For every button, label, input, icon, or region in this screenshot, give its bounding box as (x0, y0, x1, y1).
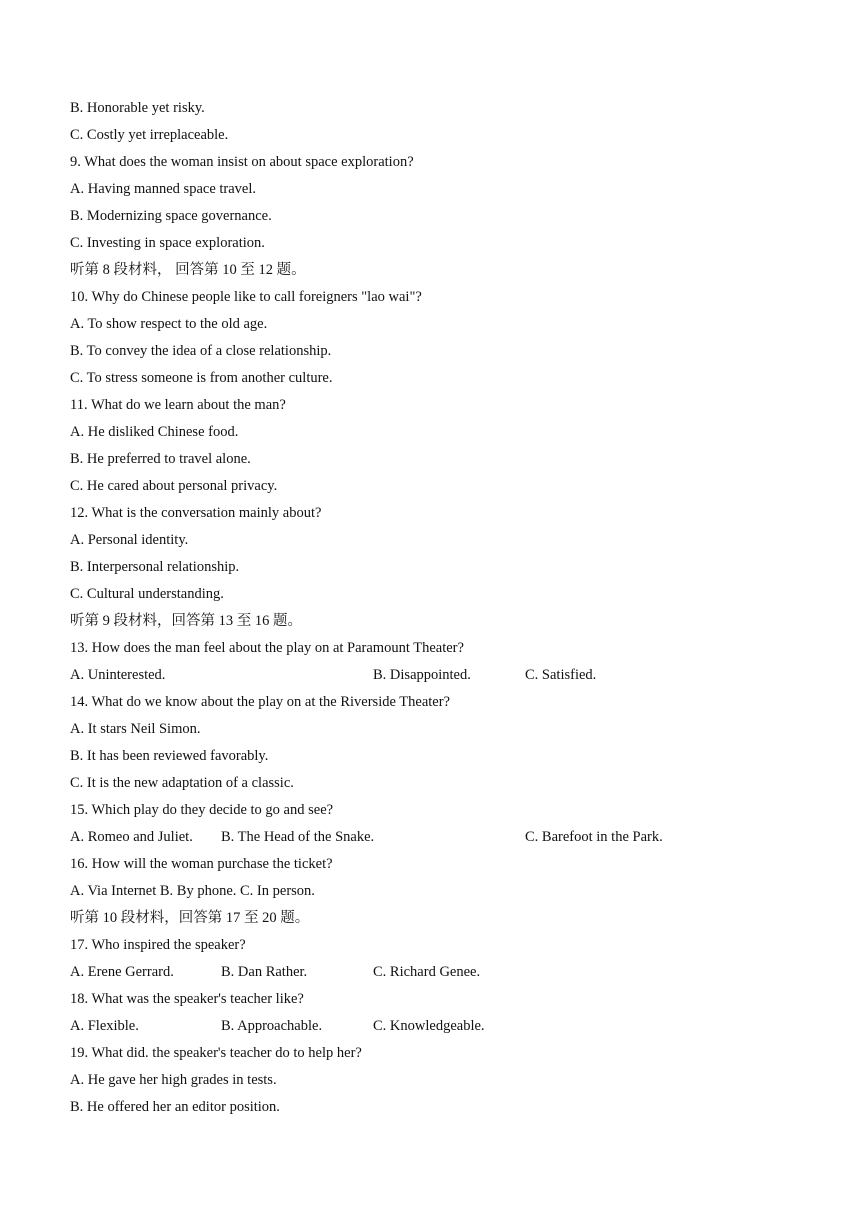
section-heading: 听第 9 段材料，回答第 13 至 16 题。 (70, 613, 302, 629)
option-line: A. To show respect to the old age. (70, 316, 268, 332)
question-line: 12. What is the conversation mainly about? (70, 505, 322, 521)
option-line: B. Honorable yet risky. (70, 100, 205, 116)
option-a: A. Romeo and Juliet. (70, 829, 193, 845)
question-line: 14. What do we know about the play on at the Riverside Theater? (70, 694, 450, 710)
option-line: A. Via Internet B. By phone. C. In person. (70, 883, 315, 899)
options-row-q18 (70, 1016, 810, 1043)
question-line: 10. Why do Chinese people like to call foreigners "lao wai"? (70, 289, 422, 305)
section-heading: 听第 10 段材料，回答第 17 至 20 题。 (70, 910, 310, 926)
option-line: B. It has been reviewed favorably. (70, 748, 269, 764)
document-page (70, 98, 810, 1124)
question-line: 9. What does the woman insist on about space exploration? (70, 154, 414, 170)
option-line: C. Investing in space exploration. (70, 235, 265, 251)
option-line: A. Personal identity. (70, 532, 189, 548)
question-line: 11. What do we learn about the man? (70, 397, 286, 413)
option-b: B. Approachable. (221, 1018, 323, 1034)
option-line: B. He offered her an editor position. (70, 1099, 280, 1115)
option-c: C. Barefoot in the Park. (525, 829, 663, 845)
section-heading: 听第 8 段材料， 回答第 10 至 12 题。 (70, 262, 306, 278)
question-line: 18. What was the speaker's teacher like? (70, 991, 304, 1007)
option-c: C. Satisfied. (525, 667, 597, 683)
option-line: B. He preferred to travel alone. (70, 451, 251, 467)
option-b: B. Disappointed. (373, 667, 471, 683)
option-line: A. It stars Neil Simon. (70, 721, 201, 737)
option-line: B. Interpersonal relationship. (70, 559, 240, 575)
question-line: 17. Who inspired the speaker? (70, 937, 246, 953)
question-line: 19. What did. the speaker's teacher do to help her? (70, 1045, 362, 1061)
option-b: B. Dan Rather. (221, 964, 308, 980)
option-line: B. Modernizing space governance. (70, 208, 272, 224)
option-line: B. To convey the idea of a close relationship. (70, 343, 332, 359)
options-row-q13 (70, 665, 810, 692)
option-line: C. He cared about personal privacy. (70, 478, 278, 494)
option-line: A. He gave her high grades in tests. (70, 1072, 277, 1088)
option-line: A. He disliked Chinese food. (70, 424, 239, 440)
option-line: C. It is the new adaptation of a classic. (70, 775, 294, 791)
question-line: 15. Which play do they decide to go and see? (70, 802, 334, 818)
option-c: C. Knowledgeable. (373, 1018, 485, 1034)
option-line: C. Costly yet irreplaceable. (70, 127, 229, 143)
option-line: A. Having manned space travel. (70, 181, 257, 197)
option-b: B. The Head of the Snake. (221, 829, 375, 845)
question-line: 16. How will the woman purchase the ticket? (70, 856, 333, 872)
option-a: A. Erene Gerrard. (70, 964, 174, 980)
options-row-q15 (70, 827, 810, 854)
option-line: C. Cultural understanding. (70, 586, 224, 602)
question-line: 13. How does the man feel about the play on at Paramount Theater? (70, 640, 464, 656)
option-c: C. Richard Genee. (373, 964, 481, 980)
option-line: C. To stress someone is from another culture. (70, 370, 333, 386)
options-row-q17 (70, 962, 810, 989)
option-a: A. Uninterested. (70, 667, 166, 683)
option-a: A. Flexible. (70, 1018, 139, 1034)
